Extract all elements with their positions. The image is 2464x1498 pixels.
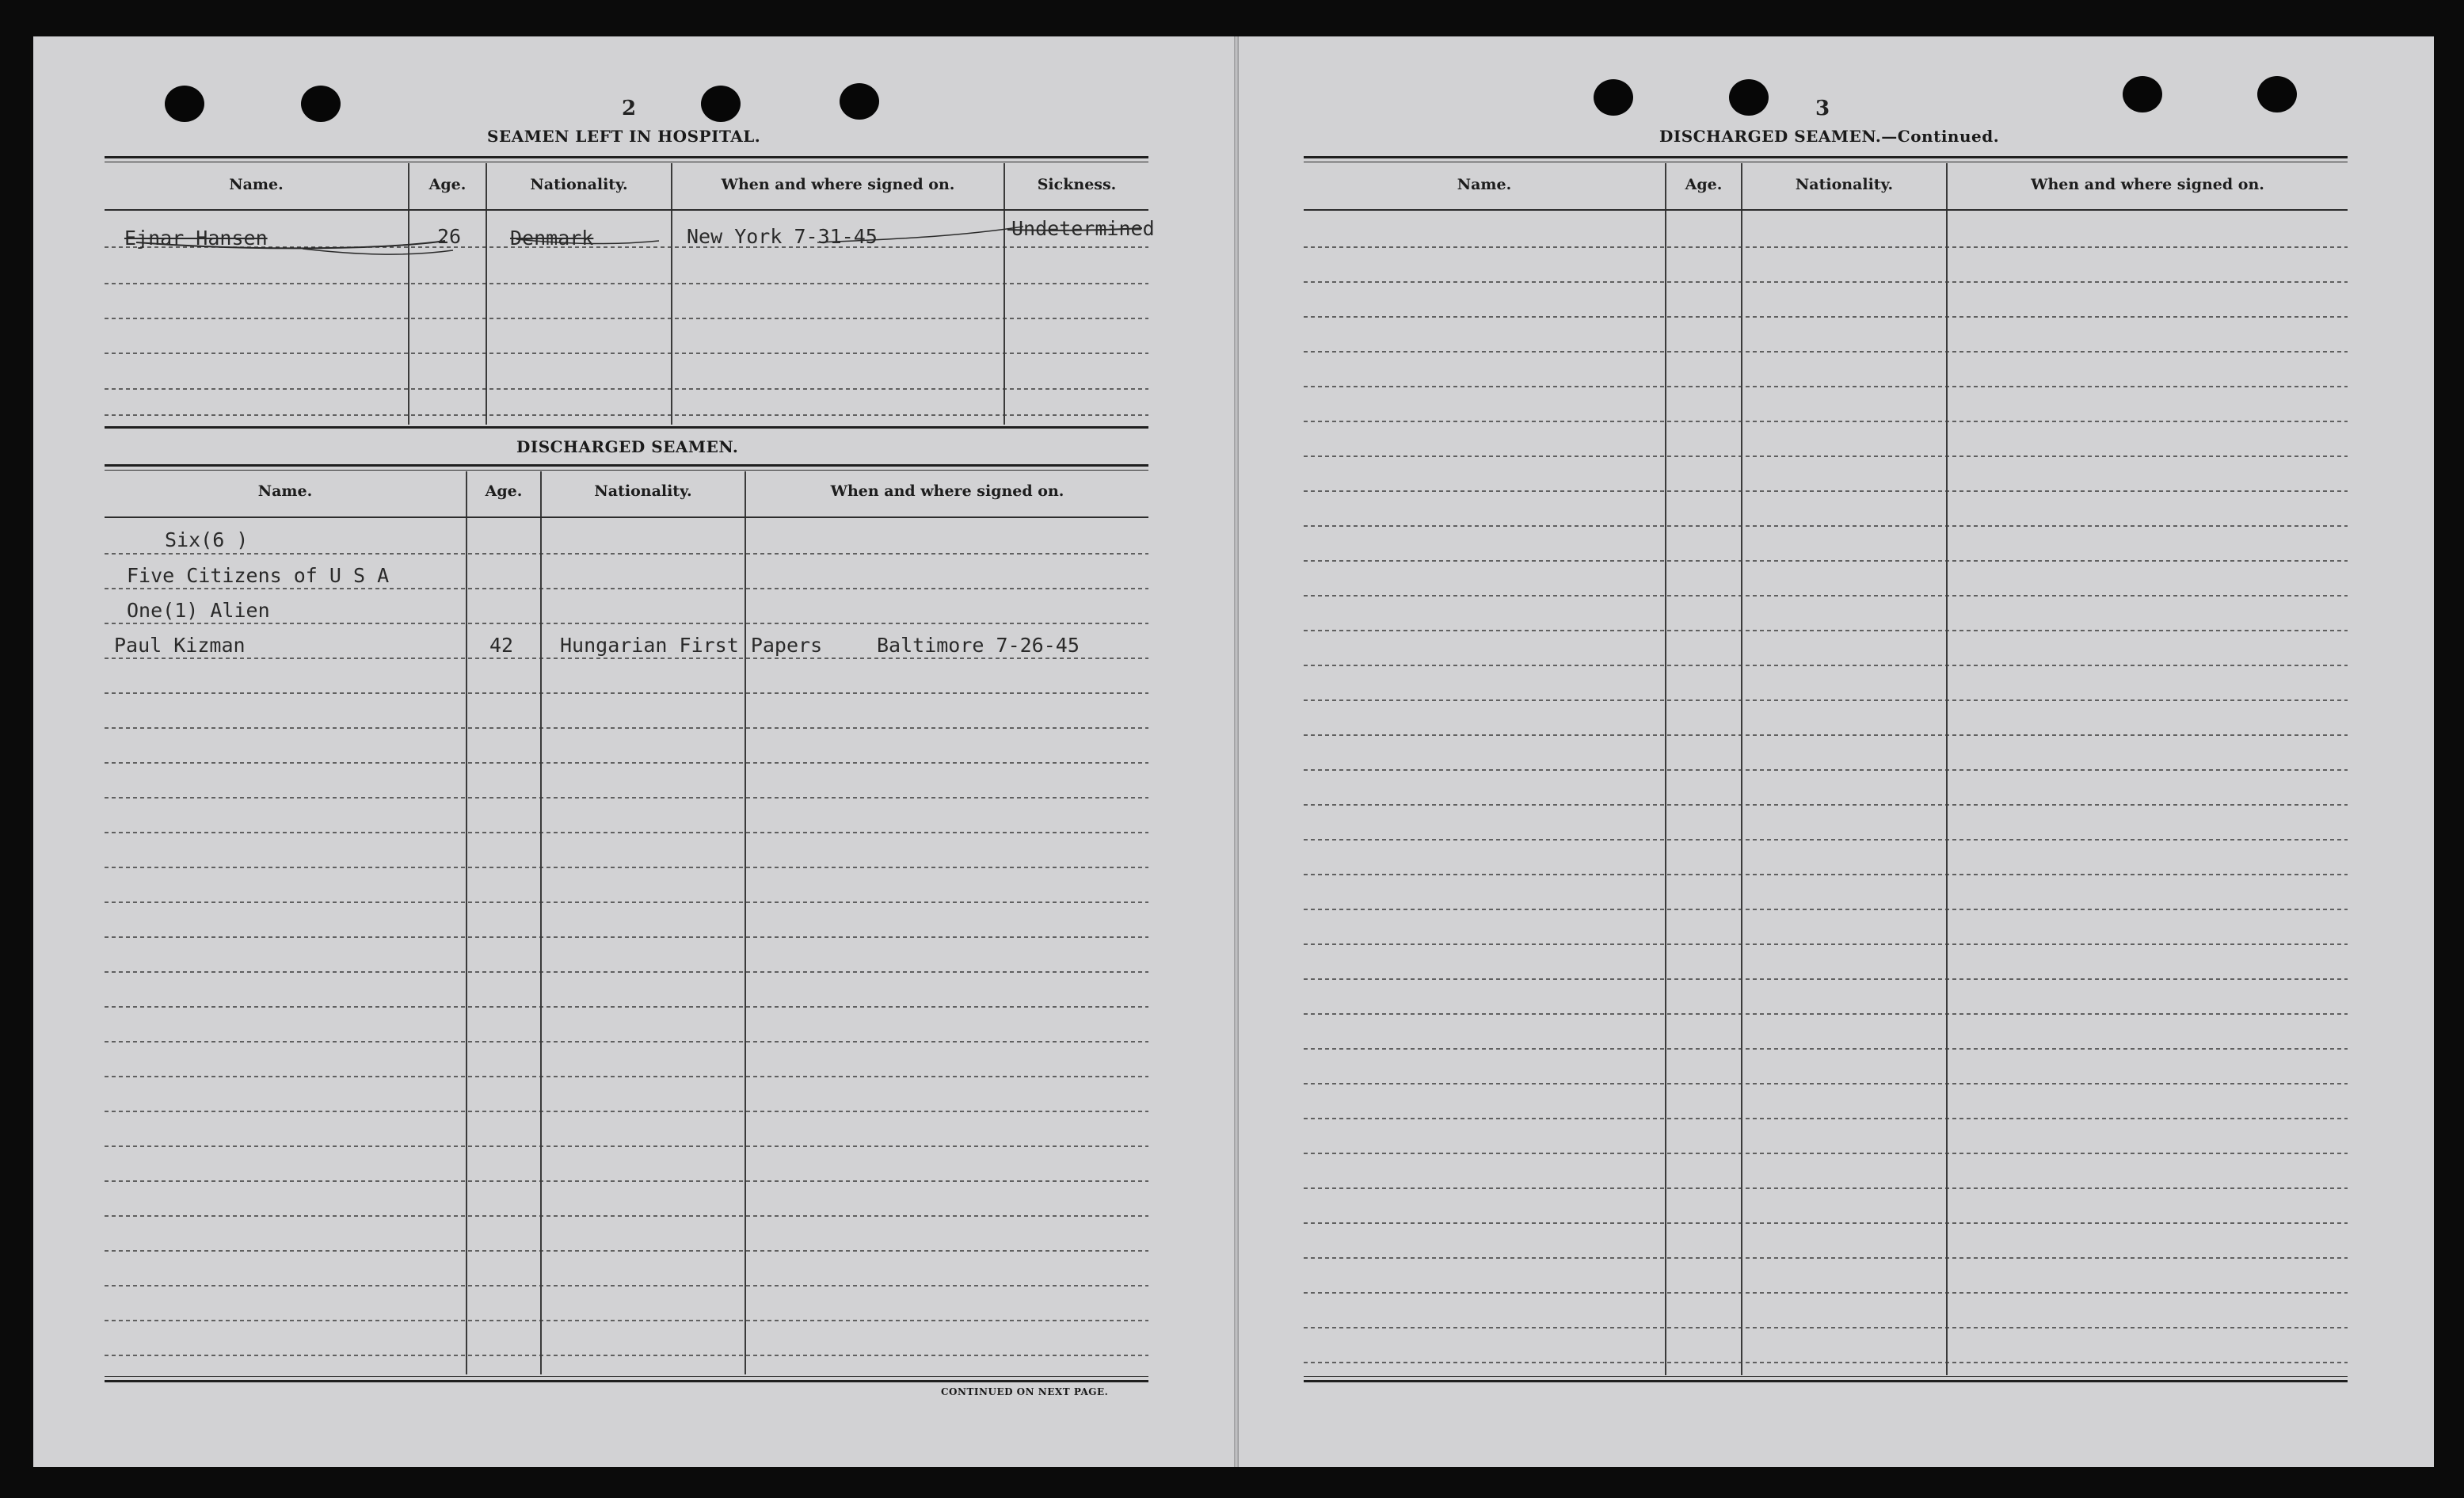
rule [1304, 1376, 2348, 1377]
punch-hole [701, 86, 741, 122]
continued-note: CONTINUED ON NEXT PAGE. [941, 1386, 1109, 1397]
punch-hole [301, 86, 341, 122]
rule [105, 1376, 1148, 1377]
rule [105, 464, 1148, 467]
column-header: Nationality. [1795, 176, 1894, 193]
rule [105, 426, 1148, 429]
column-header: Name. [229, 176, 284, 193]
rule [105, 470, 1148, 471]
rule [105, 1380, 1148, 1382]
hospital-age: 26 [437, 225, 462, 248]
column-header: Name. [257, 482, 313, 500]
rule [1304, 156, 2348, 158]
discharged-title: DISCHARGED SEAMEN. [516, 437, 739, 456]
discharged-continued-table [1304, 163, 2348, 1375]
discharged-nationality: Hungarian First Papers [560, 634, 823, 657]
punch-hole [165, 86, 204, 122]
column-header: Nationality. [530, 176, 628, 193]
column-header: Age. [485, 482, 523, 500]
column-header: Nationality. [594, 482, 692, 500]
row-lines [1304, 163, 2348, 1375]
strike-stroke [105, 163, 1148, 258]
hospital-name: Ejnar Hansen [124, 227, 268, 250]
column-header: When and where signed on. [721, 176, 955, 193]
column-header: Sickness. [1037, 176, 1117, 193]
punch-hole [2123, 76, 2162, 112]
column-header: Age. [1685, 176, 1723, 193]
hospital-sickness: Undetermined [1011, 217, 1155, 240]
column-header: When and where signed on. [830, 482, 1064, 500]
hospital-signed-on: New York 7-31-45 [687, 225, 878, 248]
summary-line: One(1) Alien [127, 599, 270, 622]
punch-hole [1594, 79, 1633, 116]
page-number: 3 [1815, 97, 1830, 120]
discharged-age: 42 [489, 634, 514, 657]
hospital-nationality: Denmark [510, 227, 594, 250]
rule [105, 156, 1148, 158]
discharged-name: Paul Kizman [114, 634, 246, 657]
page-number: 2 [622, 97, 637, 120]
summary-line: Six(6 ) [165, 528, 249, 551]
punch-hole [1729, 79, 1769, 116]
discharged-table [105, 471, 1148, 1374]
column-header: Name. [1457, 176, 1512, 193]
hospital-table [105, 163, 1155, 425]
column-header: Age. [428, 176, 467, 193]
punch-hole [2257, 76, 2297, 112]
punch-hole [840, 83, 879, 120]
discharged-continued-title: DISCHARGED SEAMEN.—Continued. [1659, 127, 2000, 146]
hospital-title: SEAMEN LEFT IN HOSPITAL. [487, 127, 761, 146]
page-fold [1234, 36, 1239, 1467]
rule [1304, 1380, 2348, 1382]
discharged-signed-on: Baltimore 7-26-45 [877, 634, 1080, 657]
summary-line: Five Citizens of U S A [127, 564, 390, 587]
column-header: When and where signed on. [2031, 176, 2264, 193]
